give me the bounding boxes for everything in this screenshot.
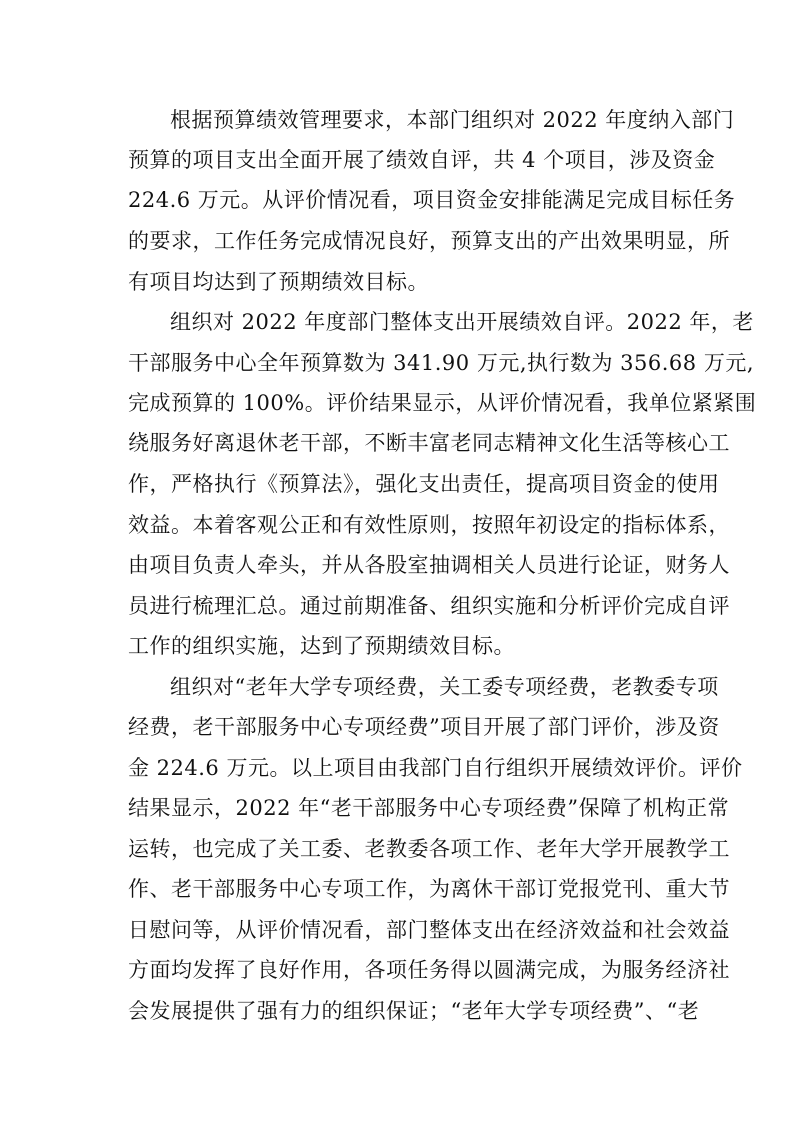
paragraph-1-line-4: 的要求，工作任务完成情况良好，预算支出的产出效果明显，所 <box>128 229 730 253</box>
paragraph-3-line-5: 运转，也完成了关工委、老教委各项工作、老年大学开展教学工 <box>128 837 730 861</box>
paragraph-2-line-9: 工作的组织实施，达到了预期绩效目标。 <box>128 634 515 658</box>
paragraph-3-line-6: 作、老干部服务中心专项工作，为离休干部订党报党刊、重大节 <box>128 877 730 901</box>
paragraph-3-line-8: 方面均发挥了良好作用，各项任务得以圆满完成，为服务经济社 <box>128 958 730 982</box>
paragraph-1-line-3: 224.6 万元。从评价情况看，项目资金安排能满足完成目标任务 <box>128 188 736 212</box>
paragraph-2-line-6: 效益。本着客观公正和有效性原则，按照年初设定的指标体系， <box>128 513 730 537</box>
paragraph-2-line-8: 员进行梳理汇总。通过前期准备、组织实施和分析评价完成自评 <box>128 594 730 618</box>
paragraph-2-line-4: 绕服务好离退休老干部，不断丰富老同志精神文化生活等核心工 <box>128 431 730 455</box>
paragraph-2-line-1: 组织对 2022 年度部门整体支出开展绩效自评。2022 年，老 <box>170 310 754 334</box>
paragraph-1-line-1: 根据预算绩效管理要求，本部门组织对 2022 年度纳入部门 <box>170 108 735 132</box>
paragraph-1-line-5: 有项目均达到了预期绩效目标。 <box>128 270 429 294</box>
paragraph-2-line-2: 干部服务中心全年预算数为 341.90 万元,执行数为 356.68 万元, <box>128 351 755 375</box>
paragraph-1-line-2: 预算的项目支出全面开展了绩效自评，共 4 个项目，涉及资金 <box>128 148 716 172</box>
paragraph-3-line-1: 组织对“老年大学专项经费，关工委专项经费，老教委专项 <box>170 675 719 699</box>
paragraph-3-line-7: 日慰问等，从评价情况看，部门整体支出在经济效益和社会效益 <box>128 918 730 942</box>
paragraph-3-line-9: 会发展提供了强有力的组织保证；“老年大学专项经费”、“老 <box>128 999 700 1023</box>
paragraph-3-line-4: 结果显示，2022 年“老干部服务中心专项经费”保障了机构正常 <box>128 796 730 820</box>
paragraph-3-line-2: 经费，老干部服务中心专项经费”项目开展了部门评价，涉及资 <box>128 715 720 739</box>
paragraph-2-line-7: 由项目负责人牵头，并从各股室抽调相关人员进行论证，财务人 <box>128 553 730 577</box>
paragraph-3-line-3: 金 224.6 万元。以上项目由我部门自行组织开展绩效评价。评价 <box>128 756 743 780</box>
paragraph-2-line-5: 作，严格执行《预算法》，强化支出责任，提高项目资金的使用 <box>128 472 720 496</box>
paragraph-2-line-3: 完成预算的 100%。评价结果显示，从评价情况看，我单位紧紧围 <box>128 391 757 415</box>
